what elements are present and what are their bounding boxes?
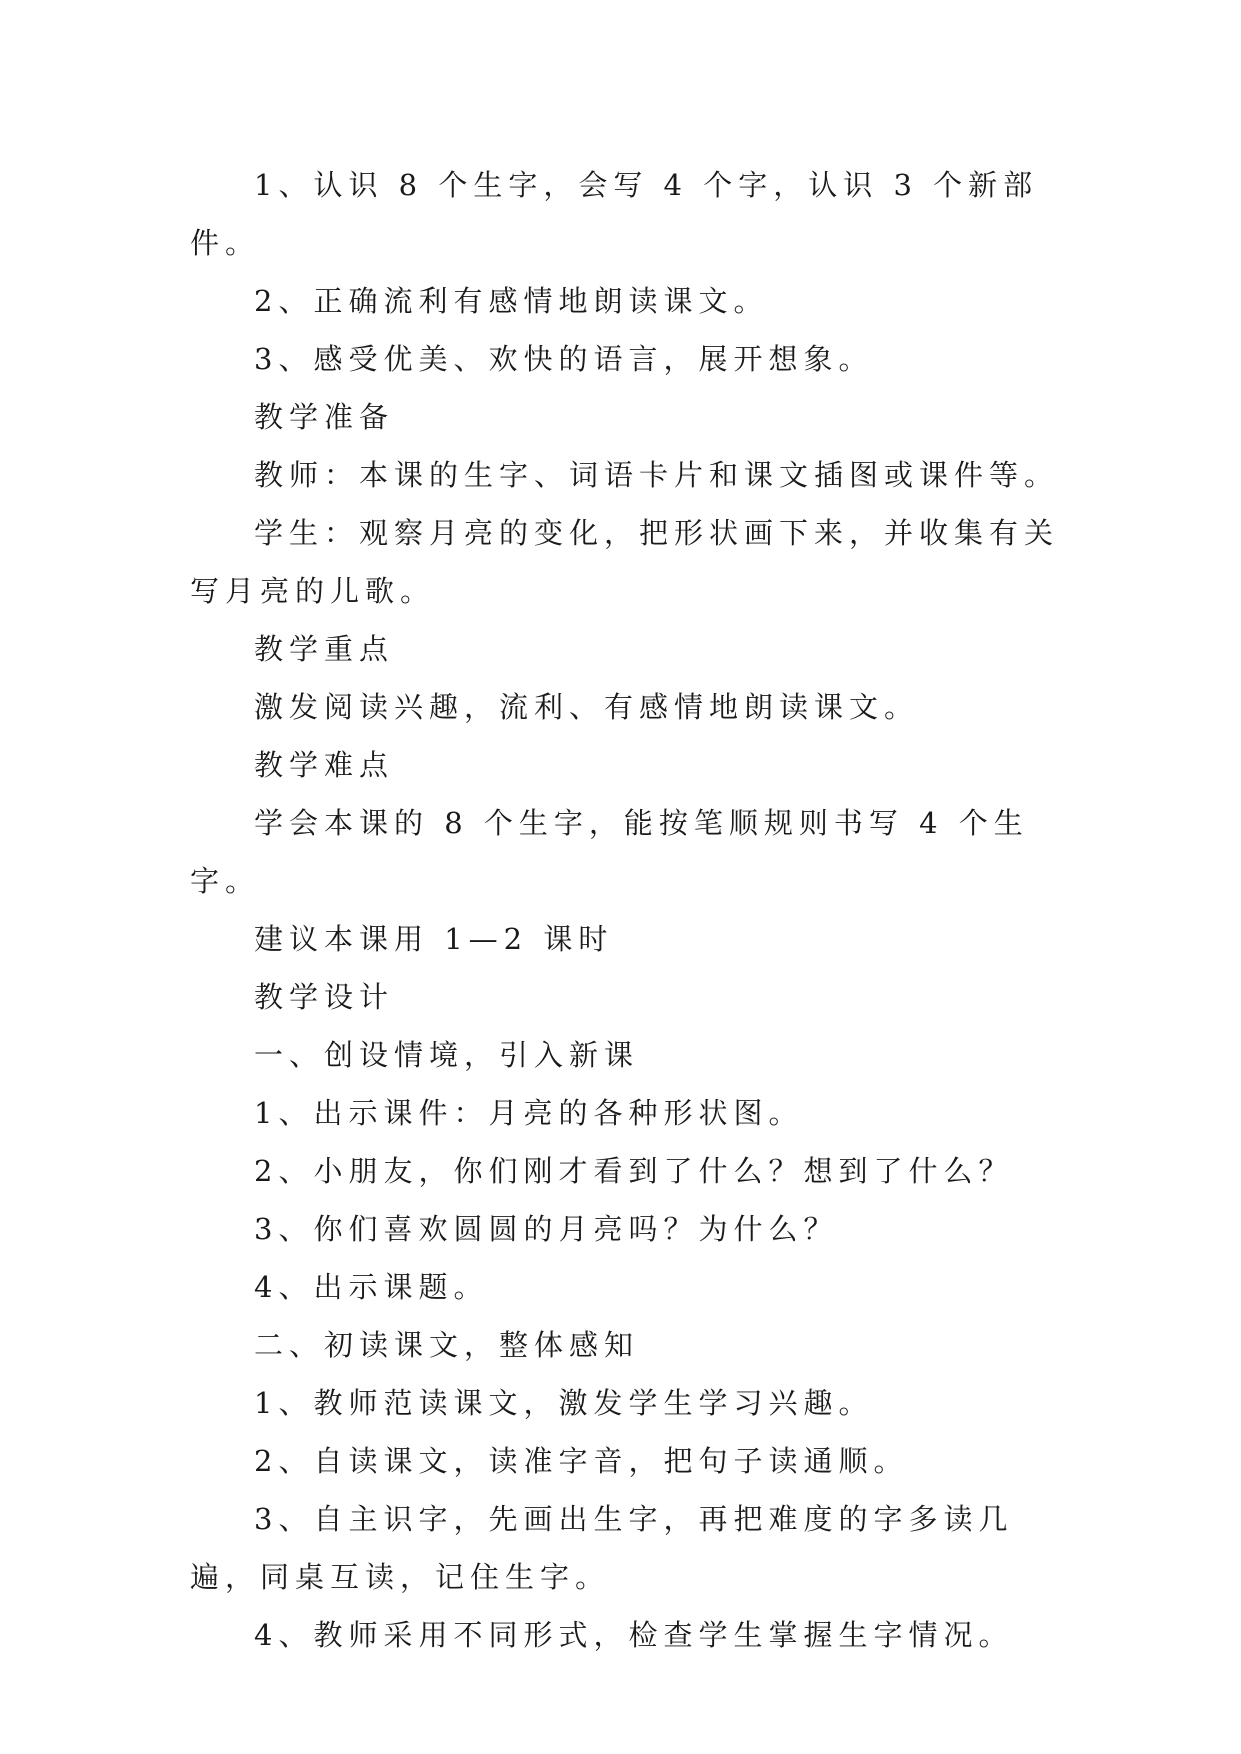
section-heading-design: 教学设计 (254, 980, 395, 1014)
step-2-item-1: 1、教师范读课文，激发学生学习兴趣。 (254, 1386, 874, 1420)
objective-1: 1、认识 8 个生字，会写 4 个字，认识 3 个新部件。 (190, 168, 1039, 260)
key-points-text: 激发阅读兴趣，流利、有感情地朗读课文。 (254, 690, 920, 724)
section-heading-key-points: 教学重点 (254, 632, 395, 666)
step-1-item-2: 2、小朋友，你们刚才看到了什么？想到了什么？ (254, 1154, 1014, 1188)
student-preparation: 学生：观察月亮的变化，把形状画下来，并收集有关写月亮的儿歌。 (190, 516, 1060, 608)
step-heading-2: 二、初读课文，整体感知 (254, 1328, 640, 1362)
step-2-item-4: 4、教师采用不同形式，检查学生掌握生字情况。 (254, 1618, 1014, 1652)
step-2-item-2: 2、自读课文，读准字音，把句子读通顺。 (254, 1444, 909, 1478)
objective-3: 3、感受优美、欢快的语言，展开想象。 (254, 342, 874, 376)
document-body (190, 156, 1060, 1664)
class-hours-note: 建议本课用 1—2 课时 (254, 922, 614, 956)
step-1-item-4: 4、出示课题。 (254, 1270, 489, 1304)
step-heading-1: 一、创设情境，引入新课 (254, 1038, 640, 1072)
objective-2: 2、正确流利有感情地朗读课文。 (254, 284, 769, 318)
step-1-item-3: 3、你们喜欢圆圆的月亮吗？为什么？ (254, 1212, 839, 1246)
step-2-item-3: 3、自主识字，先画出生字，再把难度的字多读几遍，同桌互读，记住生字。 (190, 1502, 1014, 1594)
section-heading-difficulties: 教学难点 (254, 748, 395, 782)
section-heading-preparation: 教学准备 (254, 400, 395, 434)
difficulties-text: 学会本课的 8 个生字，能按笔顺规则书写 4 个生字。 (190, 806, 1029, 898)
teacher-preparation: 教师：本课的生字、词语卡片和课文插图或课件等。 (254, 458, 1060, 492)
step-1-item-1: 1、出示课件：月亮的各种形状图。 (254, 1096, 804, 1130)
